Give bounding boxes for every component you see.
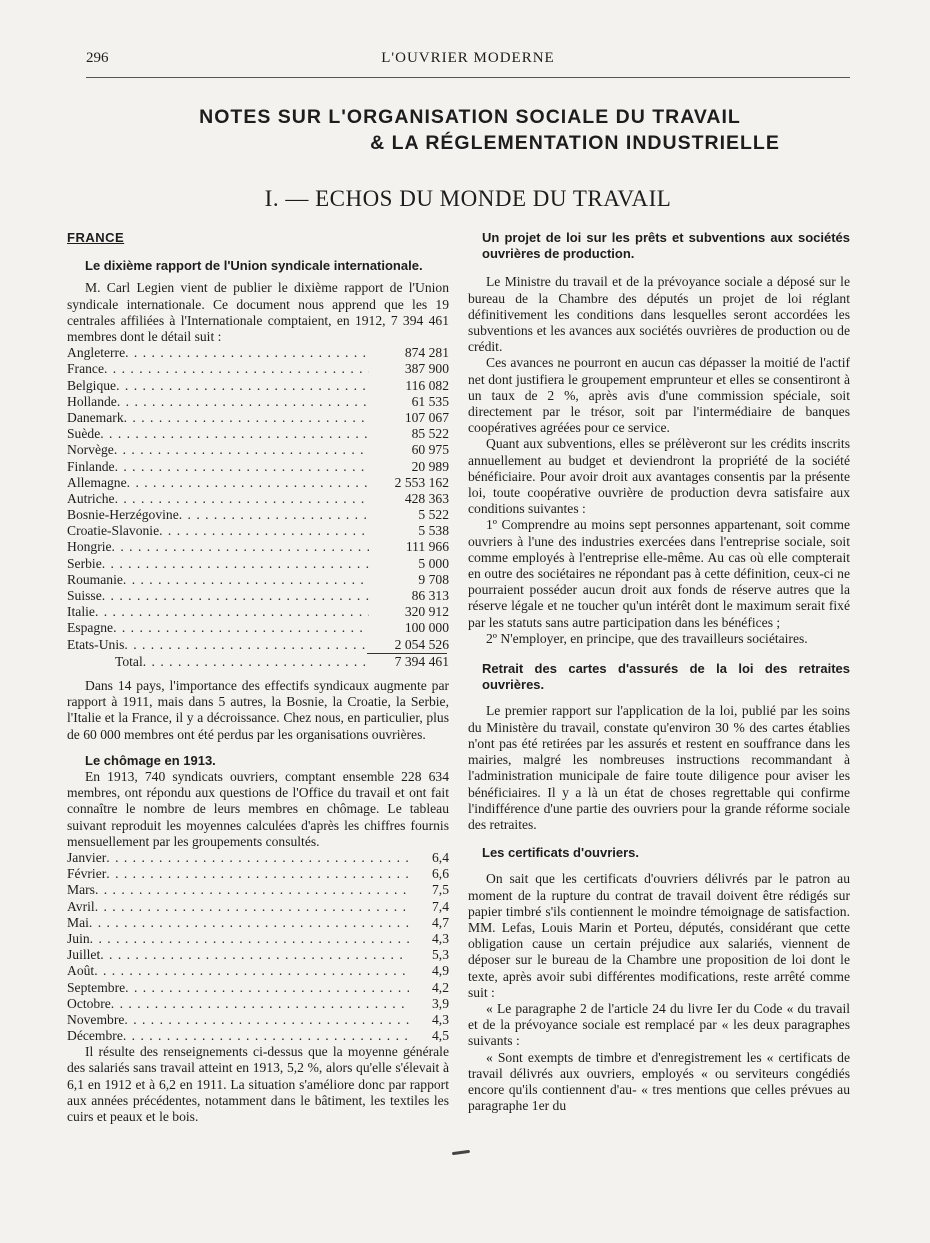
member-row-value: 116 082 [405, 377, 449, 393]
paragraph: Le Ministre du travail et de la prévoyance sociale a déposé sur le bureau de la Chambre des députés un projet de loi réglant définitivement les conditions dans lesquelles seront accordées les subventions et les avances aux sociétés ouvrières de production ou de crédit. [468, 274, 850, 355]
leader-dots [111, 996, 409, 1012]
member-row-label: Espagne [67, 620, 114, 636]
month-row [67, 1012, 449, 1028]
member-row-label: Autriche [67, 490, 115, 506]
running-header [86, 50, 850, 70]
leader-dots [90, 931, 409, 947]
paragraph: En 1913, 740 syndicats ouvriers, comptant ensemble 228 634 membres, ont répondu aux questions de l'Office du travail et ont fait connaître le nombre de leurs membres en chômage. Le tableau suivant reproduit les moyennes calculées d'après les chiffres fournis mensuellement par les groupements consultés. [67, 768, 449, 849]
member-row-label: Serbie [67, 555, 102, 571]
member-row-value: 5 522 [418, 507, 449, 523]
member-row-label: Suède [67, 426, 101, 442]
month-row-label: Octobre [67, 995, 111, 1011]
member-row [67, 361, 449, 377]
paragraph: 2º N'employer, en principe, que des travailleurs sociétaires. [486, 630, 808, 646]
member-row [67, 475, 449, 491]
member-row-value: 874 281 [404, 345, 449, 361]
member-row-label: Angleterre [67, 345, 126, 361]
member-row-value: 107 067 [404, 409, 449, 425]
paragraph: Il résulte des renseignements ci-dessus que la moyenne générale des salariés sans travail atteint en 1913, 5,2 %, alors qu'elle s'élevait à 6,1 en 1912 et à 6,2 en 1911. La situation s'améliore donc par rapport aux années précédentes, notamment dans le bâtiment, les textiles les cuirs et peaux et le bois. [67, 1044, 449, 1125]
paragraph: Dans 14 pays, l'importance des effectifs syndicaux augmente par rapport à 1911, mais dans 5 autres, la Bosnie, la Croatie, la Serbie, l'Italie et la France, il y a décroissance. Chez nous, en particulier, plus de 60 000 membres ont été perdus par les organisations ouvrières. [67, 677, 449, 742]
paragraph: Quant aux subventions, elles se prélèveront sur les crédits inscrits annuellement au budget et deviendront la propriété de la société bénéficiaire. Pour avoir droit aux avantages consentis par la présente loi, toute coopérative ouvrière de production devra satisfaire aux conditions suivantes : [468, 436, 850, 517]
month-row-value: 4,9 [432, 963, 449, 979]
members-table [67, 345, 449, 653]
month-row-value: 6,4 [432, 850, 449, 865]
total-label: Total [115, 653, 143, 669]
paragraph: On sait que les certificats d'ouvriers délivrés par le patron au moment de la rupture du contrat de travail doivent être rédigés sur papier timbré s'ils contiennent le moindre témoignage de satisfaction. MM. Lefas, Louis Marin et Porteu, députés, considérant que cette obligation cause un certain préjudice aux salariés, viennent de déposer sur le bureau de la Chambre une proposition de loi dont le texte, après avoir subi différentes modifications, reste arrêté comme suit : [468, 871, 850, 1000]
month-row-label: Septembre [67, 979, 126, 995]
member-row-value: 2 553 162 [394, 474, 449, 490]
total-row [67, 654, 449, 670]
member-row [67, 523, 449, 539]
member-row [67, 378, 449, 394]
month-row [67, 931, 449, 947]
page-number: 296 [86, 50, 109, 66]
month-row-value: 4,3 [432, 1011, 449, 1027]
member-row-label: Finlande [67, 458, 115, 474]
month-row [67, 899, 449, 915]
title-line-2: & LA RÉGLEMENTATION INDUSTRIELLE [370, 132, 780, 154]
title-line-1: NOTES SUR L'ORGANISATION SOCIALE DU TRAVAIL [199, 106, 741, 128]
month-row [67, 882, 449, 898]
member-row [67, 539, 449, 555]
member-row-value: 60 975 [411, 442, 449, 458]
subheading-retirement-cards: Retrait des cartes d'assurés de la loi des retraites ouvrières. [482, 661, 850, 693]
member-row-value: 2 054 526 [394, 636, 449, 652]
leader-dots [114, 442, 369, 458]
member-row-label: Hollande [67, 393, 117, 409]
member-row [67, 604, 449, 620]
leader-dots [127, 475, 369, 491]
leader-dots [115, 491, 369, 507]
month-row-value: 6,6 [432, 866, 449, 882]
running-title: L'OUVRIER MODERNE [381, 50, 555, 66]
leader-dots [106, 850, 409, 866]
member-row [67, 637, 449, 653]
month-row-label: Août [67, 963, 95, 979]
member-row-label: Suisse [67, 588, 102, 604]
member-row-label: Roumanie [67, 571, 123, 587]
month-row-label: Janvier [67, 850, 107, 865]
member-row-label: Danemark [67, 409, 124, 425]
leader-dots [106, 866, 409, 882]
member-row-label: Croatie-Slavonie [67, 523, 160, 539]
printer-mark [452, 1150, 470, 1155]
member-row [67, 620, 449, 636]
month-row-value: 4,3 [432, 930, 449, 946]
quoted-paragraph: « Sont exempts de timbre et d'enregistrement les « certificats de travail délivrés aux ouvriers, employés « ou serviteurs congédiés encore qu'ils contiennent d'au- « tres mentions que celles prévues au paragraphe 1er du [468, 1049, 850, 1114]
month-row [67, 963, 449, 979]
leader-dots [124, 1012, 409, 1028]
month-row-value: 4,2 [432, 979, 449, 995]
leader-dots [89, 915, 409, 931]
month-row [67, 996, 449, 1012]
member-row [67, 394, 449, 410]
leader-dots [159, 523, 369, 539]
member-row-value: 100 000 [404, 620, 449, 636]
paragraph: Le premier rapport sur l'application de la loi, publié par les soins du Ministère du travail, constate qu'environ 30 % des cartes établies n'ont pas été retirées par les assurés et restent en souffrance dans les mairies, malgré les nombreuses instructions recommandant à l'administration municipale de faire toute diligence pour aviser les bénéficiaires. Il y a là un état de choses regrettable qui confirme l'indifférence d'une partie des ouvriers pour la grande réforme sociale des retraites. [468, 703, 850, 832]
month-row-value: 3,9 [432, 995, 449, 1011]
member-row-value: 387 900 [404, 361, 449, 377]
leader-dots [124, 637, 369, 653]
member-row-value: 86 313 [411, 588, 449, 604]
member-row-label: Hongrie [67, 539, 112, 555]
month-row-value: 7,5 [432, 882, 449, 898]
month-row-label: Mai [67, 914, 89, 930]
leader-dots [95, 604, 369, 620]
subheading-loans: Un projet de loi sur les prêts et subventions aux sociétés ouvrières de production. [482, 230, 850, 262]
paragraph: M. Carl Legien vient de publier le dixième rapport de l'Union syndicale internationale. Ce document nous apprend que les 19 centrales affiliées à l'Internationale comptaient, en 1912, 7 394 461 membres dont le détail suit : [67, 280, 449, 345]
month-row-label: Mars [67, 882, 95, 898]
right-column [468, 230, 850, 1114]
total-value: 7 394 461 [394, 653, 449, 669]
member-row-label: Etats-Unis [67, 636, 125, 652]
member-row-value: 5 000 [418, 555, 449, 571]
member-row-value: 111 966 [405, 539, 449, 555]
month-row-value: 4,5 [432, 1028, 449, 1044]
member-row-value: 20 989 [411, 458, 449, 474]
month-row [67, 915, 449, 931]
month-row-label: Février [67, 866, 107, 882]
leader-dots [123, 1028, 409, 1044]
leader-dots [117, 394, 369, 410]
paragraph: 1º Comprendre au moins sept personnes appartenant, soit comme ouvriers à l'une des industries exercées dans l'entreprise sociale, soit comme employés à l'entreprise elle-même. Au cas où elle compterait en outre des sociétaires ne répondant pas à cette définition, ceux-ci ne pourraient posséder aucun droit aux fonds de réserve autres que la réserve légale et ne toucher qu'un intérêt dont le maximum serait fixé par les statuts sans autre participation dans les bénéfices ; [468, 517, 850, 630]
month-row [67, 866, 449, 882]
month-row-label: Décembre [67, 1028, 123, 1044]
member-row-value: 85 522 [411, 426, 449, 442]
member-row-value: 428 363 [404, 490, 449, 506]
subheading-unemployment: Le chômage en 1913. [85, 752, 216, 768]
member-row-label: Norvège [67, 442, 114, 458]
month-row-label: Novembre [67, 1011, 125, 1027]
leader-dots [95, 882, 409, 898]
month-row-label: Avril [67, 898, 95, 914]
member-row [67, 572, 449, 588]
member-row [67, 556, 449, 572]
leader-dots [113, 620, 369, 636]
country-heading: FRANCE [67, 230, 125, 245]
member-row [67, 410, 449, 426]
leader-dots [94, 963, 409, 979]
leader-dots [123, 572, 369, 588]
member-row-label: Italie [67, 604, 95, 620]
leader-dots [116, 378, 369, 394]
month-row [67, 850, 449, 866]
month-row-value: 7,4 [432, 898, 449, 914]
leader-dots [125, 345, 369, 361]
member-row-value: 320 912 [404, 604, 449, 620]
member-row [67, 426, 449, 442]
subheading-union-report: Le dixième rapport de l'Union syndicale internationale. [85, 258, 423, 274]
month-row-label: Juillet [67, 947, 101, 963]
month-row-label: Juin [67, 930, 90, 946]
month-row [67, 980, 449, 996]
leader-dots [179, 507, 369, 523]
section-heading: I. — ECHOS DU MONDE DU TRAVAIL [264, 186, 672, 211]
month-row-value: 5,3 [432, 947, 449, 963]
leader-dots [95, 899, 409, 915]
member-row-value: 9 708 [418, 571, 449, 587]
leader-dots [102, 588, 369, 604]
leader-dots [115, 459, 369, 475]
member-row [67, 345, 449, 361]
unemployment-table [67, 850, 449, 1044]
article-title [100, 104, 840, 156]
subheading-certificates: Les certificats d'ouvriers. [482, 845, 639, 861]
leader-dots [104, 361, 369, 377]
member-row-label: Allemagne [67, 474, 127, 490]
leader-dots [112, 539, 369, 555]
leader-dots [124, 410, 369, 426]
member-row-label: Bosnie-Herzégovine [67, 507, 179, 523]
leader-dots [100, 426, 369, 442]
month-row-value: 4,7 [432, 914, 449, 930]
month-row [67, 1028, 449, 1044]
quoted-paragraph: « Le paragraphe 2 de l'article 24 du livre Ier du Code « du travail et de la prévoyance sociale est remplacé par « les deux paragraphes suivants : [468, 1000, 850, 1049]
member-row [67, 588, 449, 604]
member-row-label: Belgique [67, 377, 117, 393]
member-row [67, 507, 449, 523]
paragraph: Ces avances ne pourront en aucun cas dépasser la moitié de l'actif net dont justifiera le groupement emprunteur et elles se consentiront à un taux de 2 %, après avis d'une commission spéciale, soit directement par le trésor, soit par l'intermédiaire de banques coopératives agréées pour ce service. [468, 355, 850, 436]
member-row-value: 5 538 [418, 523, 449, 539]
leader-dots [102, 556, 369, 572]
left-column [67, 230, 449, 1125]
member-row [67, 491, 449, 507]
leader-dots [125, 980, 409, 996]
member-row [67, 459, 449, 475]
member-row-label: France [67, 361, 104, 377]
member-row-value: 61 535 [411, 393, 449, 409]
leader-dots [100, 947, 409, 963]
month-row [67, 947, 449, 963]
member-row [67, 442, 449, 458]
header-rule [86, 77, 850, 78]
